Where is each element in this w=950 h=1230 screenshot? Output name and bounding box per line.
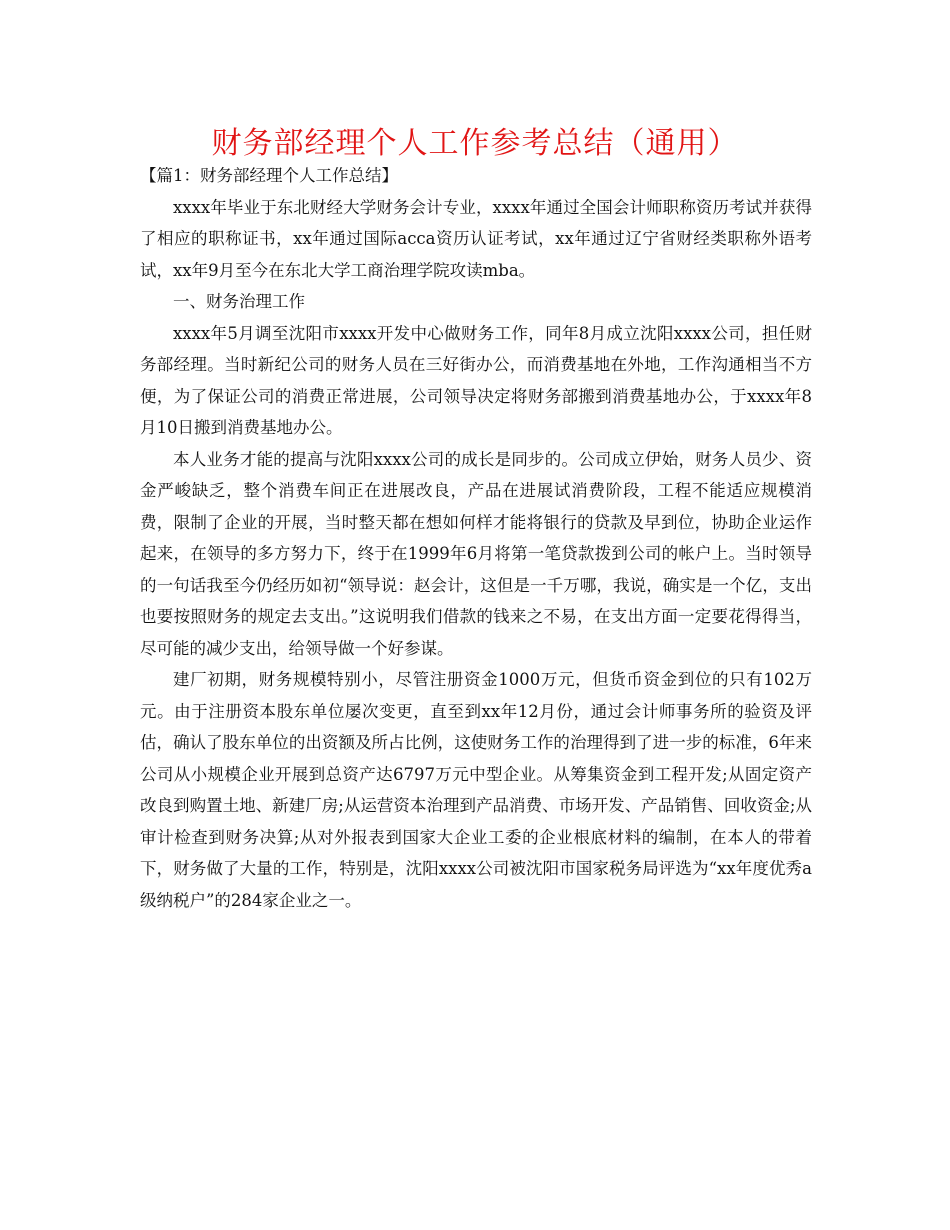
document-body <box>140 160 812 916</box>
paragraph-company-growth: 本人业务才能的提高与沈阳xxxx公司的成长是同步的。公司成立伊始，财务人员少、资金严峻缺乏，整个消费车间正在进展改良，产品在进展试消费阶段，工程不能适应规模消费，限制了企业的开展，当时整天都在想如何样才能将银行的贷款及早到位，协助企业运作起来，在领导的多方努力下，终于在1999年6月将第一笔贷款拨到公司的帐户上。当时领导的一句话我至今仍经历如初“领导说：赵会计，这但是一千万哪，我说，确实是一个亿，支出也要按照财务的规定去支出。”这说明我们借款的钱来之不易，在支出方面一定要花得得当，尽可能的减少支出，给领导做一个好参谋。 <box>140 449 812 658</box>
document-title: 财务部经理个人工作参考总结（通用） <box>211 126 739 161</box>
section-heading-piece-1: 【篇1：财务部经理个人工作总结】 <box>140 166 398 185</box>
section-heading-financial-management: 一、财务治理工作 <box>173 292 305 311</box>
paragraph-job-transfer: xxxx年5月调至沈阳市xxxx开发中心做财务工作，同年8月成立沈阳xxxx公司，担任财务部经理。当时新纪公司的财务人员在三好街办公，而消费基地在外地，工作沟通相当不方便，为了保证公司的消费正常进展，公司领导决定将财务部搬到消费基地办公，于xxxx年8月10日搬到消费基地办公。 <box>140 323 812 437</box>
paragraph-education: xxxx年毕业于东北财经大学财务会计专业，xxxx年通过全国会计师职称资历考试并获得了相应的职称证书，xx年通过国际acca资历认证考试，xx年通过辽宁省财经类职称外语考试，xx年9月至今在东北大学工商治理学院攻读mba。 <box>140 197 812 280</box>
paragraph-early-stage: 建厂初期，财务规模特别小，尽管注册资金1000万元，但货币资金到位的只有102万元。由于注册资本股东单位屡次变更，直至到xx年12月份，通过会计师事务所的验资及评估，确认了股东单位的出资额及所占比例，这使财务工作的治理得到了进一步的标准，6年来公司从小规模企业开展到总资产达6797万元中型企业。从筹集资金到工程开发;从固定资产改良到购置土地、新建厂房;从运营资本治理到产品消费、市场开发、产品销售、回收资金;从审计检查到财务决算;从对外报表到国家大企业工委的企业根底材料的编制，在本人的带着下，财务做了大量的工作，特别是，沈阳xxxx公司被沈阳市国家税务局评选为“xx年度优秀a级纳税户”的284家企业之一。 <box>140 670 812 910</box>
